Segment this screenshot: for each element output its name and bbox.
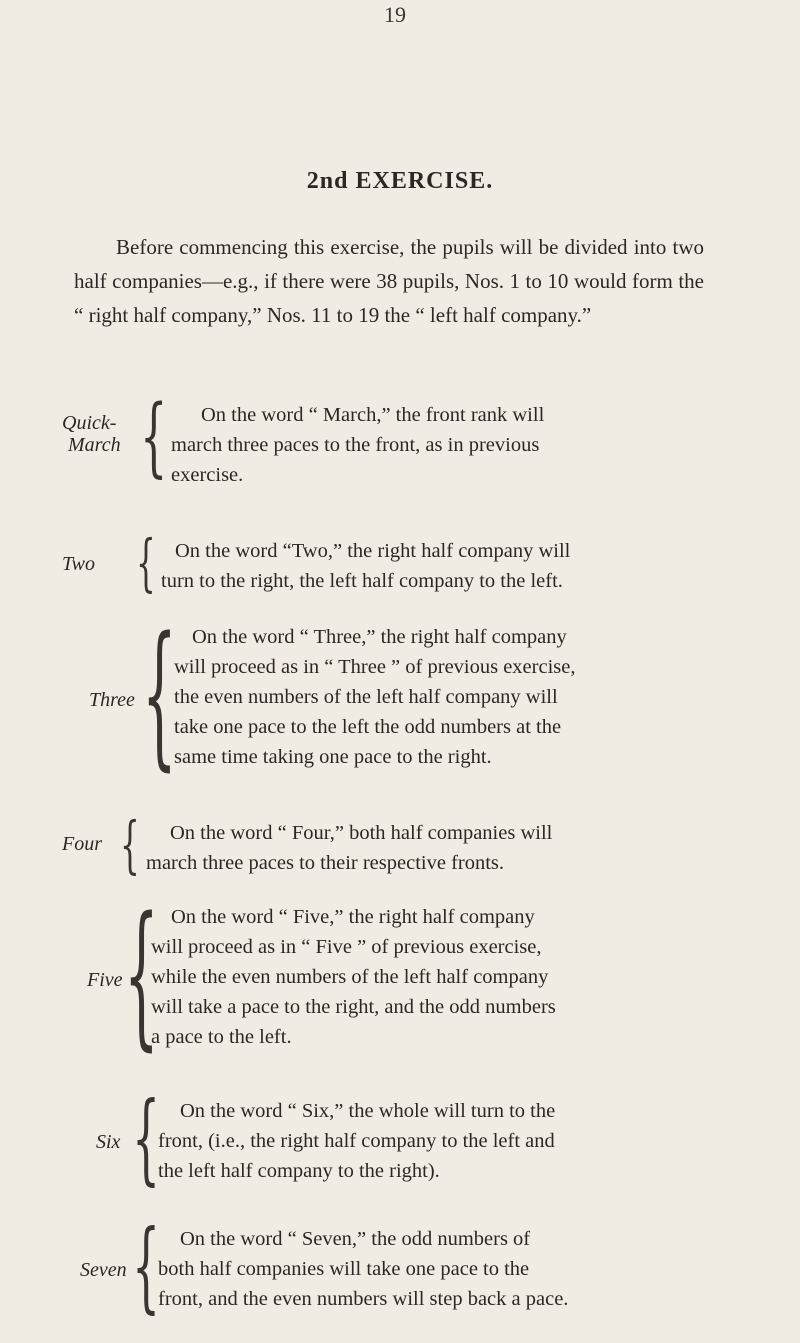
- command-line: same time taking one pace to the right.: [174, 746, 492, 768]
- command-line: will proceed as in “ Five ” of previous exercise,: [151, 936, 542, 958]
- command-text: [151, 902, 720, 1052]
- brace-icon: {: [140, 387, 168, 487]
- command-line: On the word “ Five,” the right half company: [171, 906, 535, 928]
- command-text: [158, 1096, 720, 1186]
- command-label: [62, 554, 95, 574]
- command-line: both half companies will take one pace to the: [158, 1258, 530, 1280]
- page-number: 19: [384, 2, 406, 27]
- intro-paragraph: Before commencing this exercise, the pupils will be divided into two half companies—e.g., if there were 38 pupils, Nos. 1 to 10 would form the “ right half company,” Nos. 11 to 19 the “ left half company.”: [74, 235, 704, 327]
- brace-icon: {: [120, 808, 140, 881]
- command-line: front, and the even numbers will step back a pace.: [158, 1288, 569, 1310]
- brace-icon: {: [124, 883, 159, 1065]
- command-line: On the word “ Seven,” the odd numbers of: [180, 1228, 531, 1250]
- command-line: turn to the right, the left half company to the left.: [161, 570, 563, 592]
- command-text: [161, 536, 720, 596]
- command-text: [171, 400, 720, 490]
- command-text: [174, 622, 720, 772]
- command-label-line: Quick-: [62, 412, 117, 434]
- command-text: [146, 818, 720, 878]
- command-label: [80, 1260, 127, 1280]
- page-heading: 2nd EXERCISE.: [306, 168, 494, 194]
- command-label: [62, 412, 121, 456]
- command-label-line: March: [68, 434, 121, 456]
- command-label: [87, 970, 123, 990]
- brace-icon: {: [132, 1210, 161, 1324]
- brace-icon: {: [136, 526, 156, 599]
- command-line: front, (i.e., the right half company to the left and: [158, 1130, 555, 1152]
- command-line: while the even numbers of the left half company: [151, 966, 549, 988]
- command-line: a pace to the left.: [151, 1026, 292, 1048]
- command-label: [96, 1132, 120, 1152]
- command-line: march three paces to their respective fronts.: [146, 852, 505, 874]
- command-label-line: Five: [87, 969, 123, 991]
- command-line: On the word “Two,” the right half company will: [175, 540, 571, 562]
- command-line: On the word “ March,” the front rank will: [201, 404, 545, 426]
- command-text: [158, 1224, 720, 1314]
- command-line: take one pace to the left the odd numbers at the: [174, 716, 562, 738]
- command-line: On the word “ Four,” both half companies will: [170, 822, 553, 844]
- command-label: [89, 690, 135, 710]
- command-label-line: Six: [96, 1131, 121, 1153]
- command-line: will take a pace to the right, and the odd numbers: [151, 996, 556, 1018]
- command-label-line: Two: [62, 553, 95, 575]
- command-label-line: Four: [62, 833, 102, 855]
- command-label-line: Seven: [80, 1259, 127, 1281]
- brace-icon: {: [132, 1082, 161, 1196]
- command-line: will proceed as in “ Three ” of previous exercise,: [174, 656, 576, 678]
- command-line: exercise.: [171, 464, 244, 486]
- command-line: the left half company to the right).: [158, 1160, 440, 1182]
- command-line: march three paces to the front, as in previous: [171, 434, 540, 456]
- command-line: On the word “ Three,” the right half company: [192, 626, 567, 648]
- command-line: the even numbers of the left half company will: [174, 686, 558, 708]
- command-line: On the word “ Six,” the whole will turn to the: [180, 1100, 556, 1122]
- brace-icon: {: [142, 603, 177, 785]
- command-label-line: Three: [89, 689, 135, 711]
- command-label: [62, 834, 102, 854]
